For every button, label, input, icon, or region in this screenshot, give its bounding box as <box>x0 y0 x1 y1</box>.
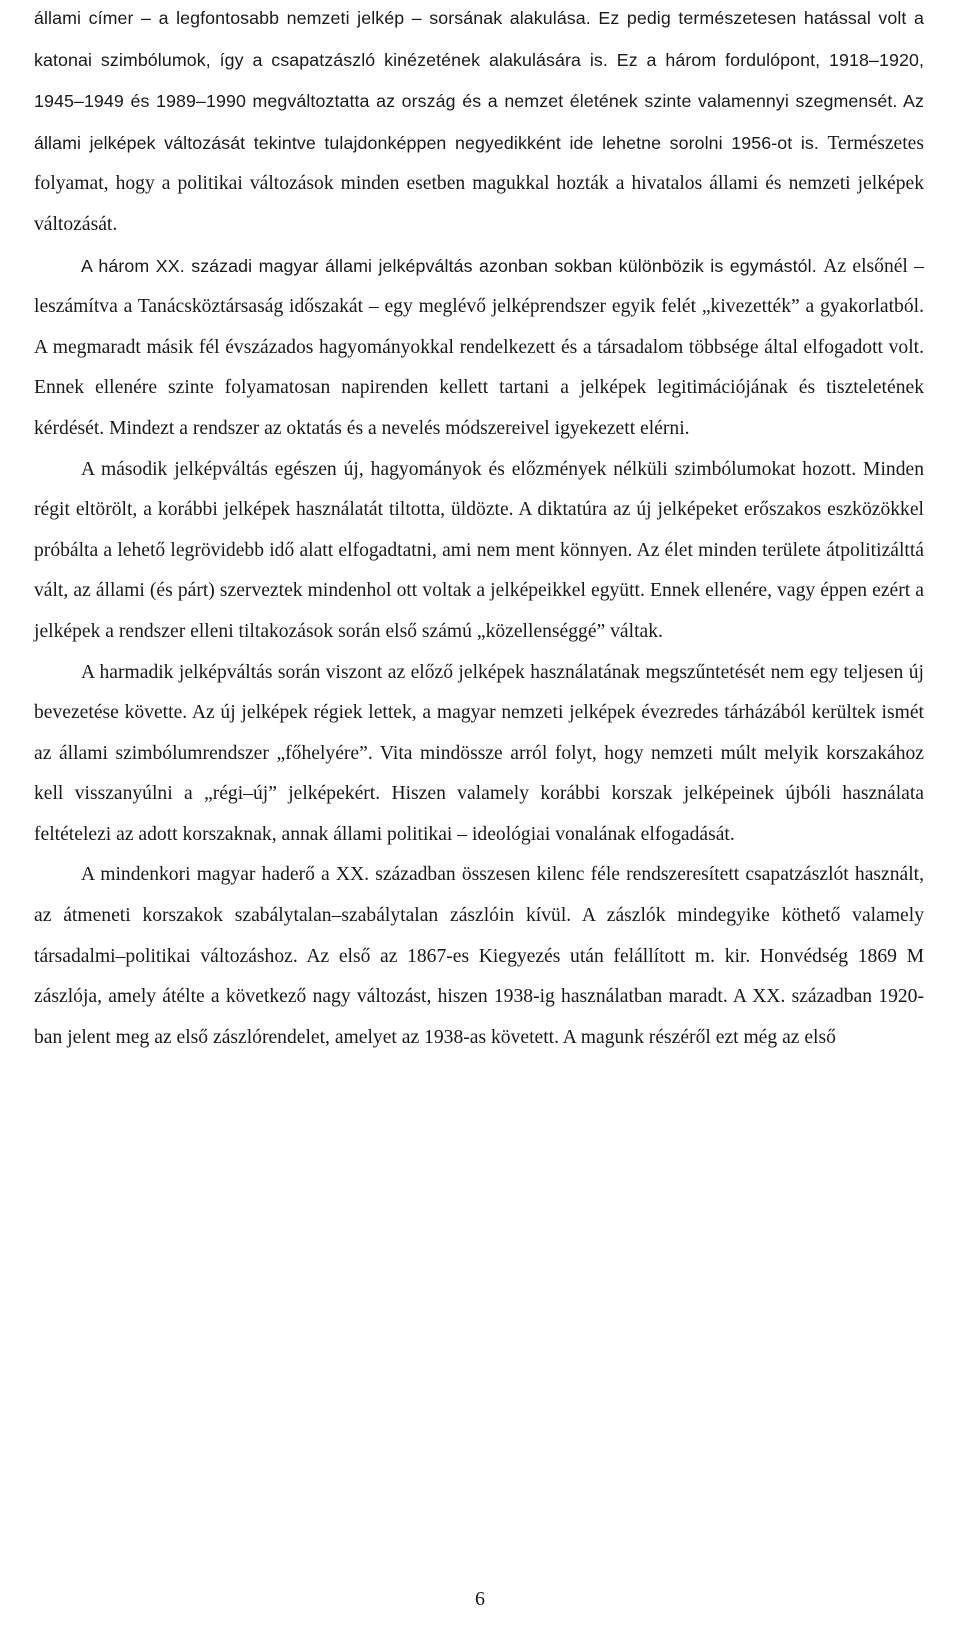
paragraph-5 <box>34 855 924 1058</box>
paragraph-2 <box>34 246 924 450</box>
paragraph-4-run-1: A harmadik jelképváltás során viszont az előző jelképek használatának megszűntetését nem egy teljesen új bevezetése követte. Az új jelképek régiek lettek, a magyar nemzeti jelképek évezredes tárházából kerültek ismét az állami szimbólumrendszer „főhelyére”. Vita mindössze arról folyt, hogy nemzeti múlt melyik korszakához kell visszanyúlni a „régi–új” jelképekért. Hiszen valamely korábbi korszak jelképeinek újbóli használata feltételezi az adott korszaknak, annak állami politikai – ideológiai vonalának elfogadását. <box>34 661 924 845</box>
body-text <box>34 0 924 1058</box>
paragraph-1 <box>34 0 924 246</box>
paragraph-5-run-1: A mindenkori magyar haderő a XX. században összesen kilenc féle rendszeresített csapatzászlót használt, az átmeneti korszakok szabálytalan–szabálytalan zászlóin kívül. A zászlók mindegyike köthető valamely társadalmi–politikai változáshoz. Az első az 1867-es Kiegyezés után felállított m. kir. Honvédség 1869 M zászlója, amely átélte a következő nagy változást, hiszen 1938-ig használatban maradt. A XX. században 1920-ban jelent meg az első zászlórendelet, amelyet az 1938-as követett. A magunk részéről ezt még az első <box>34 864 924 1048</box>
paragraph-1-run-2: Természetes folyamat, hogy a politikai változások minden esetben magukkal hozták a hivatalos állami és nemzeti jelképek változását. <box>34 132 924 235</box>
paragraph-4 <box>34 653 924 856</box>
paragraph-2-run-1: A három XX. századi magyar állami jelképváltás azonban sokban különbözik is egymástól. <box>81 255 824 276</box>
page-number: 6 <box>475 1588 485 1610</box>
paragraph-3 <box>34 450 924 653</box>
paragraph-3-run-1: A második jelképváltás egészen új, hagyományok és előzmények nélküli szimbólumokat hozott. Minden régit eltörölt, a korábbi jelképek használatát tiltotta, üldözte. A diktatúra az új jelképeket erőszakos eszközökkel próbálta a lehető legrövidebb idő alatt elfogadtatni, ami nem ment könnyen. Az élet minden területe átpolitizálttá vált, az állami (és párt) szerveztek mindenhol ott voltak a jelképeikkel együtt. Ennek ellenére, vagy éppen ezért a jelképek a rendszer elleni tiltakozások során első számú „közellenséggé” váltak. <box>34 458 924 642</box>
paragraph-2-run-2: Az elsőnél – leszámítva a Tanácsköztársaság időszakát – egy meglévő jelképrendszer egyik felét „kivezették” a gyakorlatból. A megmaradt másik fél évszázados hagyományokkal rendelkezett és a társadalom többsége által elfogadott volt. Ennek ellenére szinte folyamatosan napirenden kellett tartani a jelképek legitimációjának és tiszteletének kérdését. Mindezt a rendszer az oktatás és a nevelés módszereivel igyekezett elérni. <box>34 255 924 439</box>
paragraph-1-run-1: állami címer – a legfontosabb nemzeti jelkép – sorsának alakulása. Ez pedig természetesen hatással volt a katonai szimbólumok, így a csapatzászló kinézetének alakulására is. Ez a három fordulópont, 1918–1920, 1945–1949 és 1989–1990 megváltoztatta az ország és a nemzet életének szinte valamennyi szegmensét. Az állami jelképek változását tekintve tulajdonképpen negyedikként ide lehetne sorolni 1956-ot is. <box>34 8 924 153</box>
